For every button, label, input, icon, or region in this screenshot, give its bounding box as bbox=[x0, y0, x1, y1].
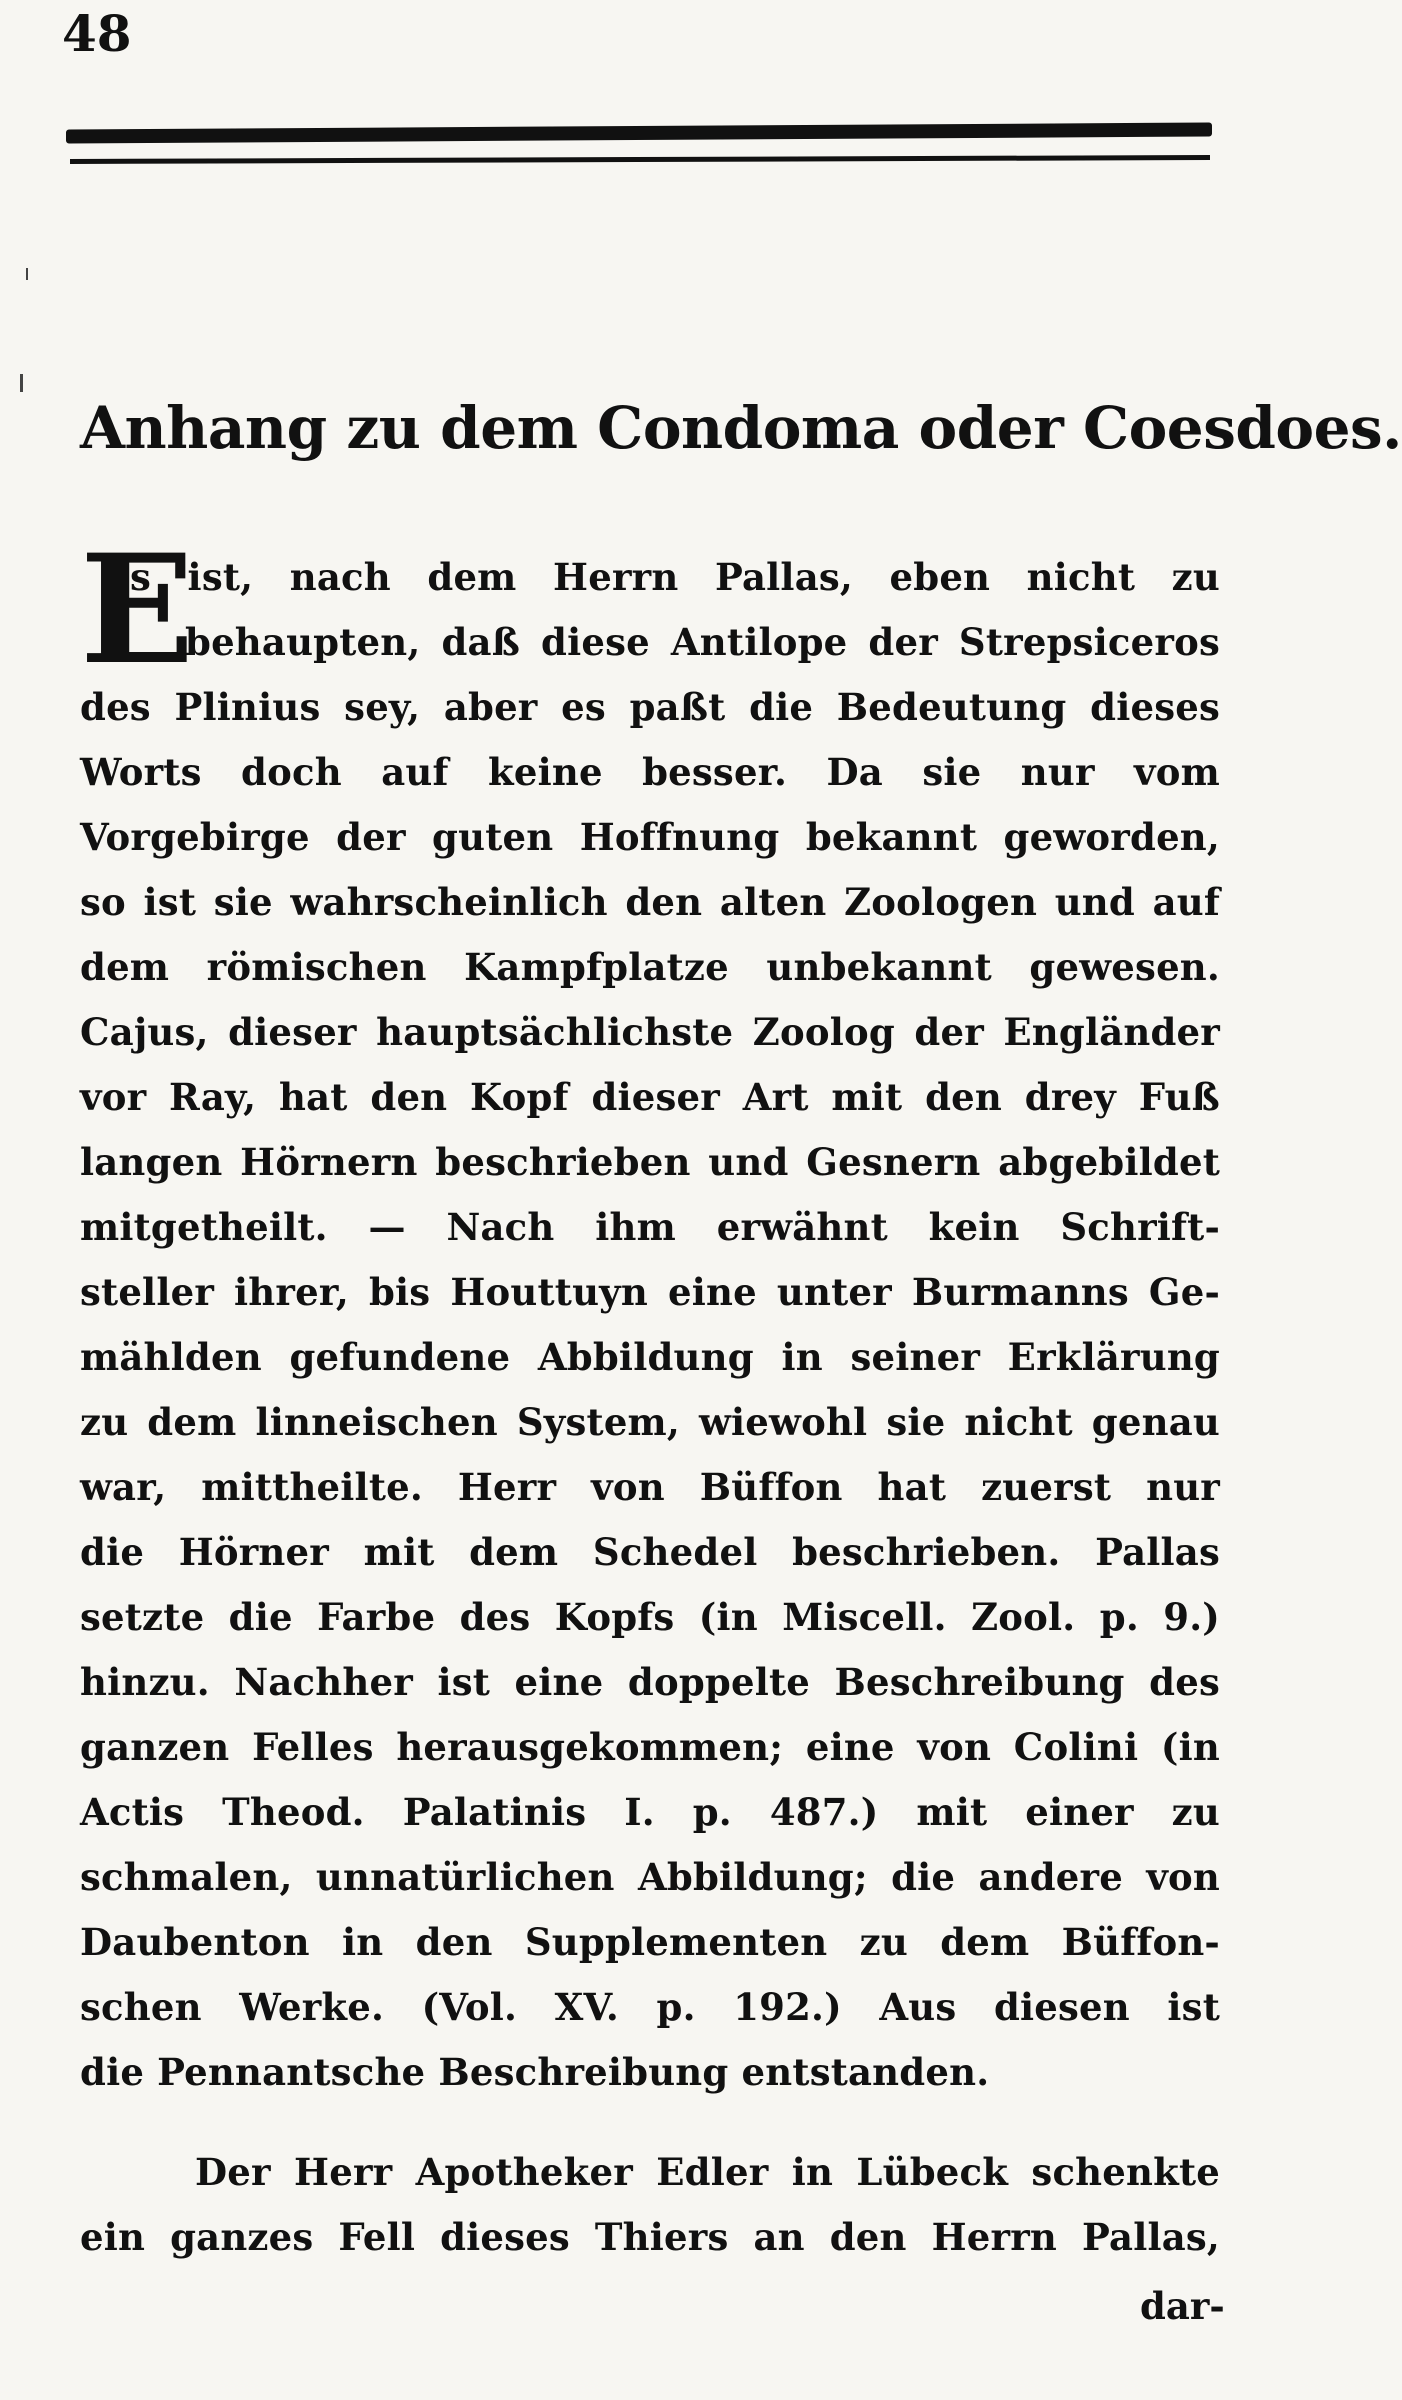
text-line: Der Herr Apotheker Edler in Lübeck schenkte bbox=[195, 2150, 1220, 2194]
header-rule-thin bbox=[70, 155, 1210, 164]
catchword: dar- bbox=[1140, 2284, 1225, 2328]
text-line: s ist, nach dem Herrn Pallas, eben nicht zu bbox=[130, 555, 1220, 599]
text-line: Worts doch auf keine besser. Da sie nur vom bbox=[80, 750, 1220, 794]
text-line: die Hörner mit dem Schedel beschrieben. Pallas bbox=[80, 1530, 1220, 1574]
text-line: ein ganzes Fell dieses Thiers an den Herrn Pallas, bbox=[80, 2215, 1220, 2259]
text-line: mitgetheilt. — Nach ihm erwähnt kein Schrift- bbox=[80, 1205, 1220, 1249]
text-line: Actis Theod. Palatinis I. p. 487.) mit einer zu bbox=[80, 1790, 1220, 1834]
text-line: Cajus, dieser hauptsächlichste Zoolog der Engländer bbox=[80, 1010, 1220, 1054]
text-line: ganzen Felles herausgekommen; eine von Colini (in bbox=[80, 1725, 1220, 1769]
header-rule-thick bbox=[66, 122, 1212, 143]
paragraph-2 bbox=[80, 2140, 1220, 2270]
text-line: die Pennantsche Beschreibung entstanden. bbox=[80, 2050, 990, 2094]
text-line: Daubenton in den Supplementen zu dem Büffon- bbox=[80, 1920, 1220, 1964]
text-line: langen Hörnern beschrieben und Gesnern abgebildet bbox=[80, 1140, 1220, 1184]
text-line: vor Ray, hat den Kopf dieser Art mit den drey Fuß bbox=[80, 1075, 1220, 1119]
paper-speck bbox=[26, 268, 28, 280]
text-line: schen Werke. (Vol. XV. p. 192.) Aus diesen ist bbox=[80, 1985, 1220, 2029]
text-line: so ist sie wahrscheinlich den alten Zoologen und auf bbox=[80, 880, 1220, 924]
drop-cap: E bbox=[80, 522, 195, 698]
text-line: war, mittheilte. Herr von Büffon hat zuerst nur bbox=[80, 1465, 1220, 1509]
paragraph-1 bbox=[80, 545, 1220, 2105]
text-line: dem römischen Kampfplatze unbekannt gewesen. bbox=[80, 945, 1220, 989]
text-line: Vorgebirge der guten Hoffnung bekannt geworden, bbox=[80, 815, 1220, 859]
text-line: des Plinius sey, aber es paßt die Bedeutung dieses bbox=[80, 685, 1220, 729]
text-line: hinzu. Nachher ist eine doppelte Beschreibung des bbox=[80, 1660, 1220, 1704]
text-line: zu dem linneischen System, wiewohl sie nicht genau bbox=[80, 1400, 1220, 1444]
text-line: behaupten, daß diese Antilope der Strepsiceros bbox=[185, 620, 1220, 664]
text-line: schmalen, unnatürlichen Abbildung; die andere von bbox=[80, 1855, 1220, 1899]
text-line: setzte die Farbe des Kopfs (in Miscell. Zool. p. 9.) bbox=[80, 1595, 1220, 1639]
section-heading: Anhang zu dem Condoma oder Coesdoes. bbox=[80, 394, 1402, 462]
text-line: mählden gefundene Abbildung in seiner Erklärung bbox=[80, 1335, 1220, 1379]
page-number: 48 bbox=[62, 4, 132, 63]
paper-speck bbox=[20, 374, 23, 392]
text-line: steller ihrer, bis Houttuyn eine unter Burmanns Ge- bbox=[80, 1270, 1220, 1314]
